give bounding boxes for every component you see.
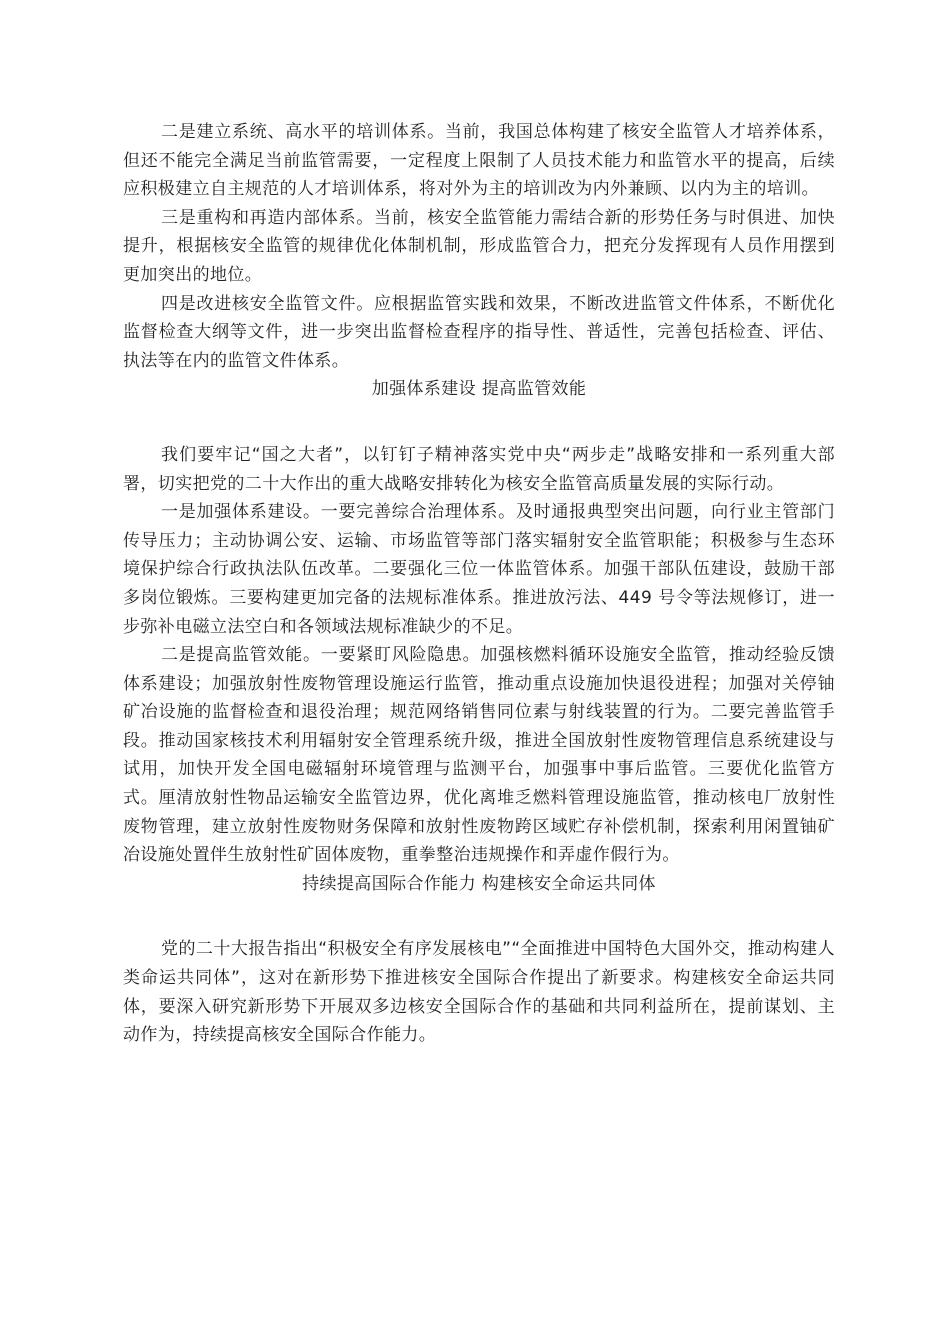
section-heading-system-building: 加强体系建设 提高监管效能 (371, 379, 587, 400)
paragraph-training-system: 二是建立系统、高水平的培训体系。当前，我国总体构建了核安全监管人才培养体系，但还不能完全满足当前监管需要，一定程度上限制了人员技术能力和监管水平的提高，后续应积极建立自主规范的人才培训体系，将对外为主的培训改为内外兼顾、以内为主的培训。 (123, 122, 835, 200)
document-body (123, 118, 835, 1050)
paragraph-community-of-shared-future: 党的二十大报告指出“积极安全有序发展核电”“全面推进中国特色大国外交，推动构建人类命运共同体”，这对在新形势下推进核安全国际合作提出了新要求。构建核安全命运共同体，要深入研究新形势下开展双多边核安全国际合作的基础和共同利益所在，提前谋划、主动作为，持续提高核安全国际合作能力。 (123, 939, 835, 1046)
paragraph-guoz-dazhe: 我们要牢记“国之大者”，以钉钉子精神落实党中央“两步走”战略安排和一系列重大部署，切实把党的二十大作出的重大战略安排转化为核安全监管高质量发展的实际行动。 (123, 444, 835, 494)
paragraph-strengthen-system: 一是加强体系建设。一要完善综合治理体系。及时通报典型突出问题，向行业主管部门传导压力；主动协调公安、运输、市场监管等部门落实辐射安全监管职能；积极参与生态环境保护综合行政执法队伍改革。二要强化三位一体监管体系。加强干部队伍建设，鼓励干部多岗位锻炼。三要构建更加完备的法规标准体系。推进放污法、449 号令等法规修订，进一步弥补电磁立法空白和各领域法规标准缺少的不足。 (123, 502, 835, 637)
paragraph-regulatory-documents: 四是改进核安全监管文件。应根据监管实践和效果，不断改进监管文件体系，不断优化监督检查大纲等文件，进一步突出监督检查程序的指导性、普适性，完善包括检查、评估、执法等在内的监管文件体系。 (123, 293, 835, 371)
paragraph-improve-efficiency: 二是提高监管效能。一要紧盯风险隐患。加强核燃料循环设施安全监管，推动经验反馈体系建设；加强放射性废物管理设施运行监管，推动重点设施加快退役进程；加强对关停铀矿冶设施的监督检查和退役治理；规范网络销售同位素与射线装置的行为。二要完善监管手段。推动国家核技术利用辐射安全管理系统升级，推进全国放射性废物管理信息系统建设与试用，加快开发全国电磁辐射环境管理与监测平台，加强事中事后监管。三要优化监管方式。厘清放射性物品运输安全监管边界，优化离堆乏燃料管理设施监管，推动核电厂放射性废物管理，建立放射性废物财务保障和放射性废物跨区域贮存补偿机制，探索利用闲置铀矿冶设施处置伴生放射性矿固体废物，重拳整治违规操作和弄虚作假行为。 (123, 645, 835, 866)
heading-spacer (123, 404, 835, 441)
heading-spacer (123, 898, 835, 935)
paragraph-internal-system: 三是重构和再造内部体系。当前，核安全监管能力需结合新的形势任务与时俱进、加快提升，根据核安全监管的规律优化体制机制，形成监管合力，把充分发挥现有人员作用摆到更加突出的地位。 (123, 207, 835, 285)
section-heading-international-cooperation: 持续提高国际合作能力 构建核安全命运共同体 (302, 873, 656, 894)
